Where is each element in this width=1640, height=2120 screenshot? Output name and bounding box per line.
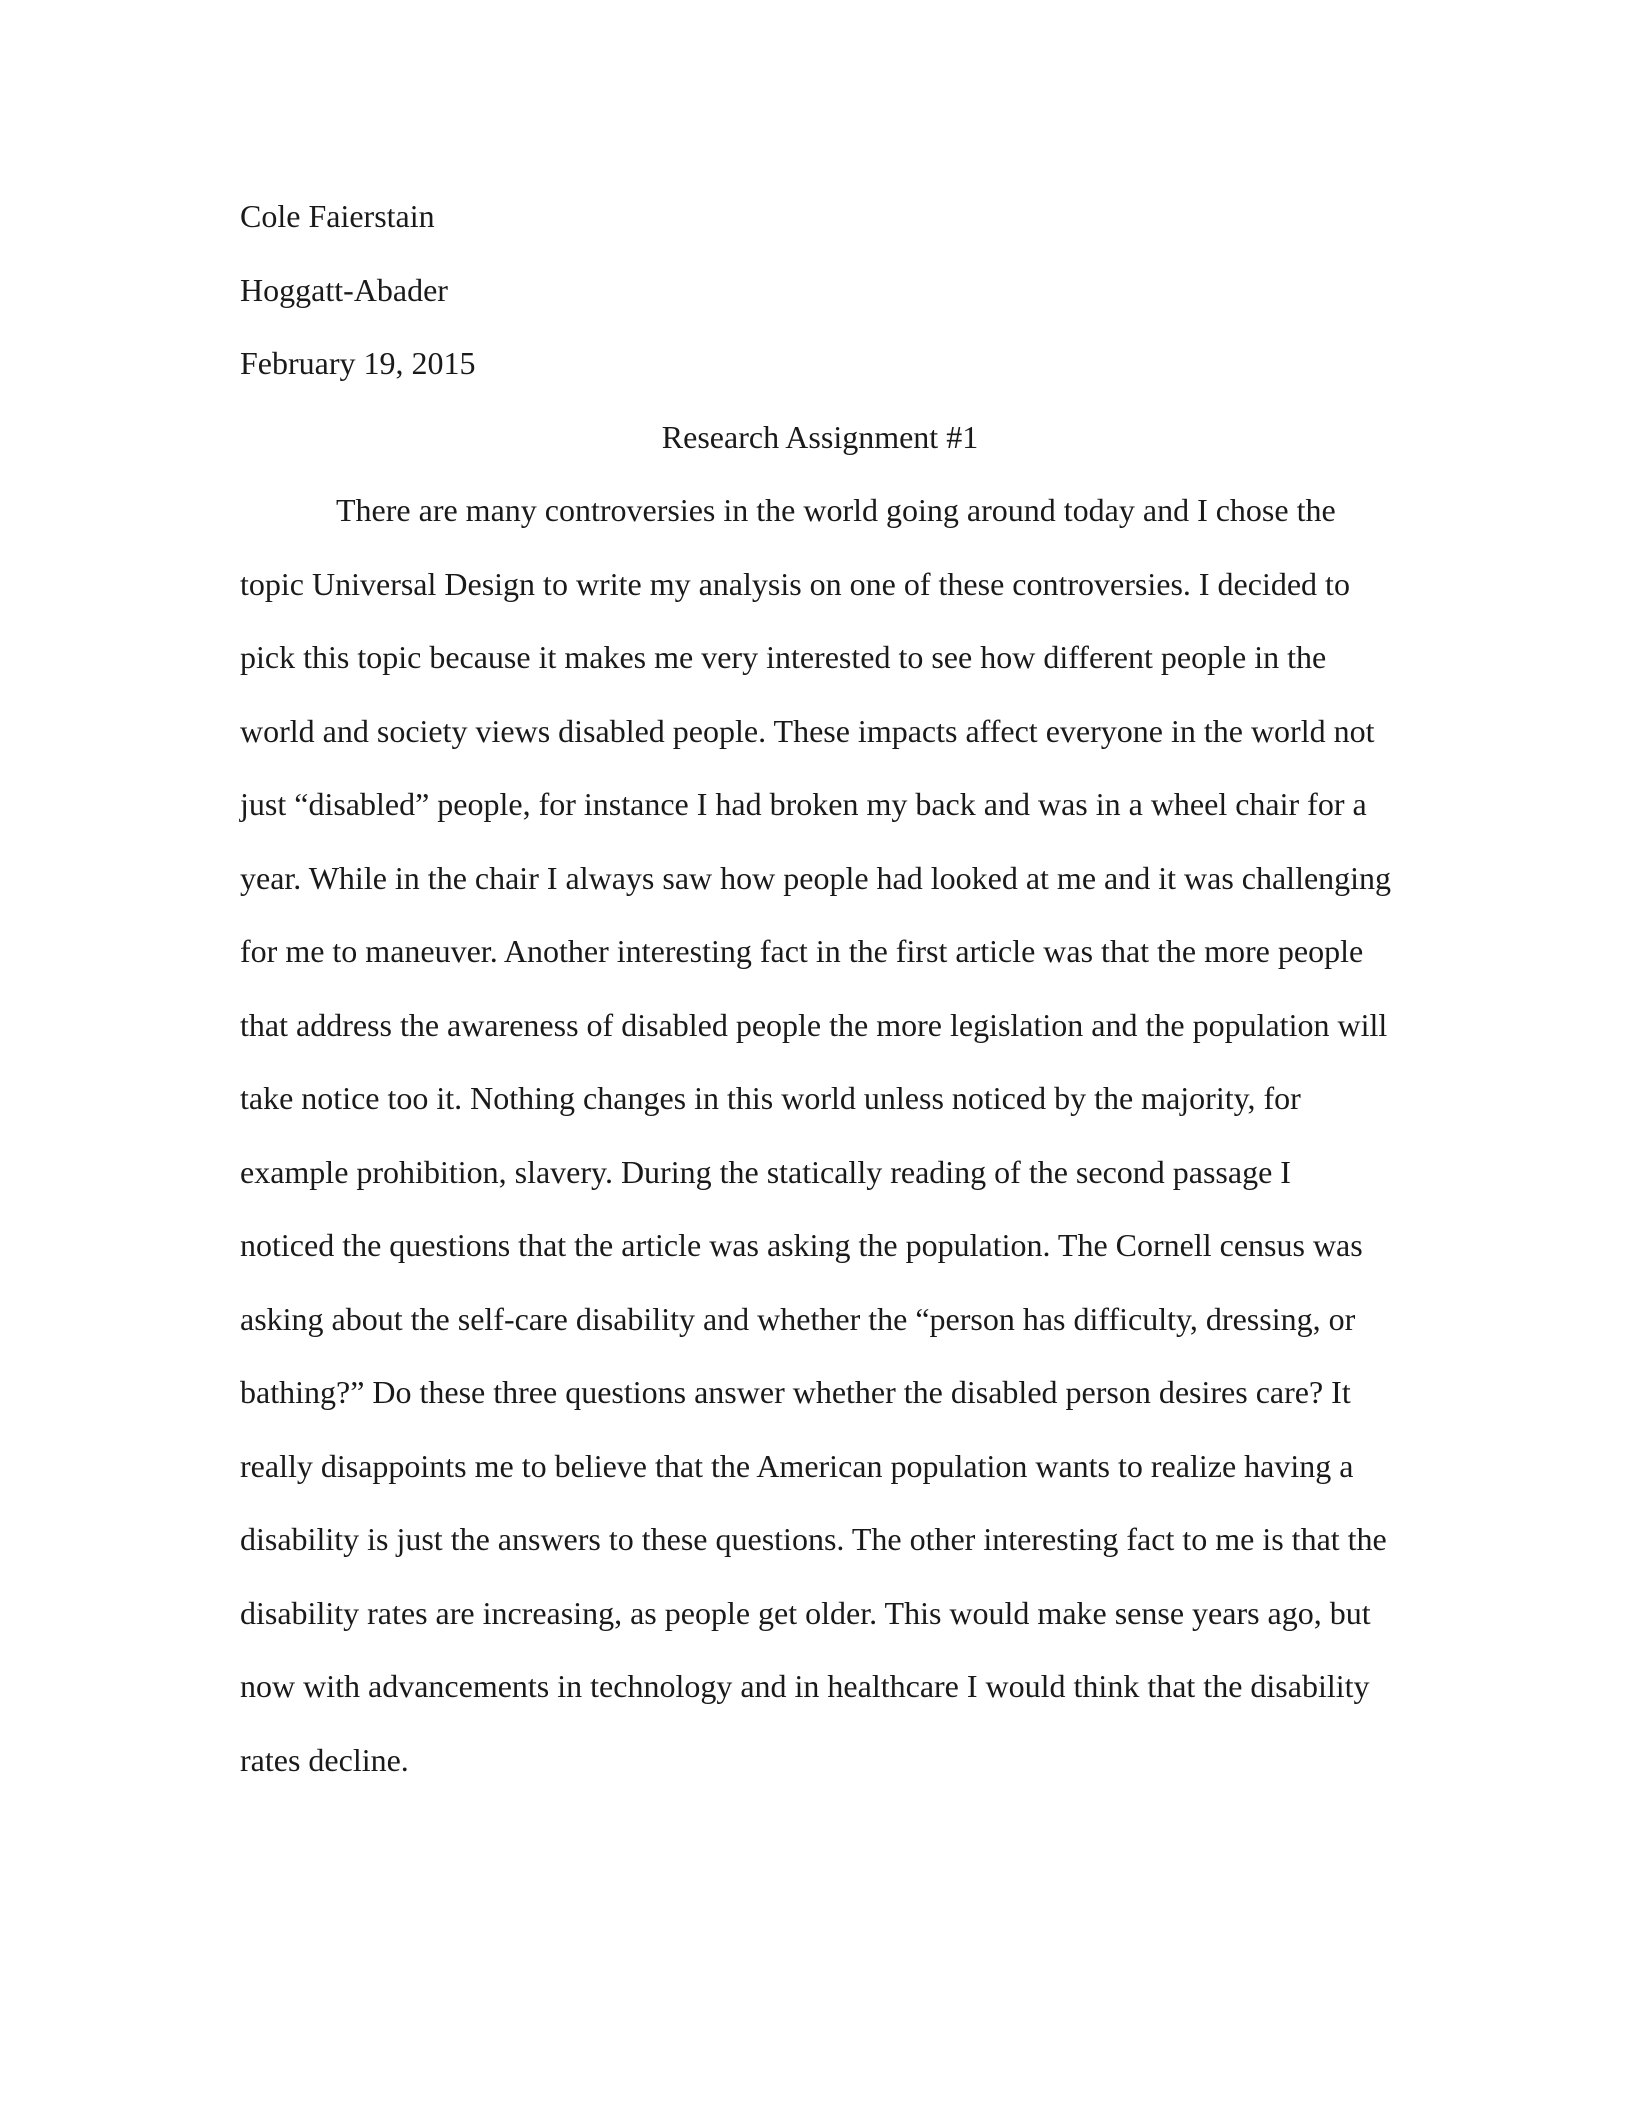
body-paragraph: [240, 474, 1400, 1797]
document-title: Research Assignment #1: [661, 418, 979, 455]
paragraph-line: pick this topic because it makes me very interested to see how different people in the: [240, 639, 1327, 675]
paragraph-line: asking about the self-care disability and whether the “person has difficulty, dressing, or: [240, 1300, 1356, 1337]
document-date: February 19, 2015: [240, 345, 476, 381]
paragraph-line: topic Universal Design to write my analysis on one of these controversies. I decided to: [240, 565, 1350, 602]
paragraph-line: world and society views disabled people. These impacts affect everyone in the world not: [240, 712, 1375, 749]
paragraph-line: that address the awareness of disabled people the more legislation and the population will: [240, 1006, 1388, 1043]
instructor-name: Hoggatt-Abader: [240, 271, 448, 308]
paragraph-line: year. While in the chair I always saw how people had looked at me and it was challenging: [240, 859, 1392, 896]
paragraph-line: really disappoints me to believe that the American population wants to realize having a: [240, 1447, 1354, 1484]
paragraph-line: noticed the questions that the article was asking the population. The Cornell census was: [240, 1227, 1363, 1263]
document-page: [240, 180, 1400, 1797]
author-name: Cole Faierstain: [240, 198, 435, 234]
paragraph-line: take notice too it. Nothing changes in this world unless noticed by the majority, for: [240, 1080, 1301, 1116]
paragraph-line: rates decline.: [240, 1741, 409, 1778]
paragraph-line: bathing?” Do these three questions answer whether the disabled person desires care? It: [240, 1374, 1351, 1410]
paragraph-line: disability rates are increasing, as people get older. This would make sense years ago, but: [240, 1594, 1371, 1631]
paragraph-line: for me to maneuver. Another interesting fact in the first article was that the more people: [240, 933, 1364, 969]
paragraph-line: now with advancements in technology and in healthcare I would think that the disability: [240, 1668, 1370, 1704]
paragraph-line: There are many controversies in the world going around today and I chose the: [336, 492, 1336, 528]
paragraph-line: just “disabled” people, for instance I had broken my back and was in a wheel chair for a: [240, 786, 1367, 822]
paragraph-line: example prohibition, slavery. During the statically reading of the second passage I: [240, 1153, 1291, 1190]
paragraph-line: disability is just the answers to these questions. The other interesting fact to me is that the: [240, 1521, 1387, 1557]
